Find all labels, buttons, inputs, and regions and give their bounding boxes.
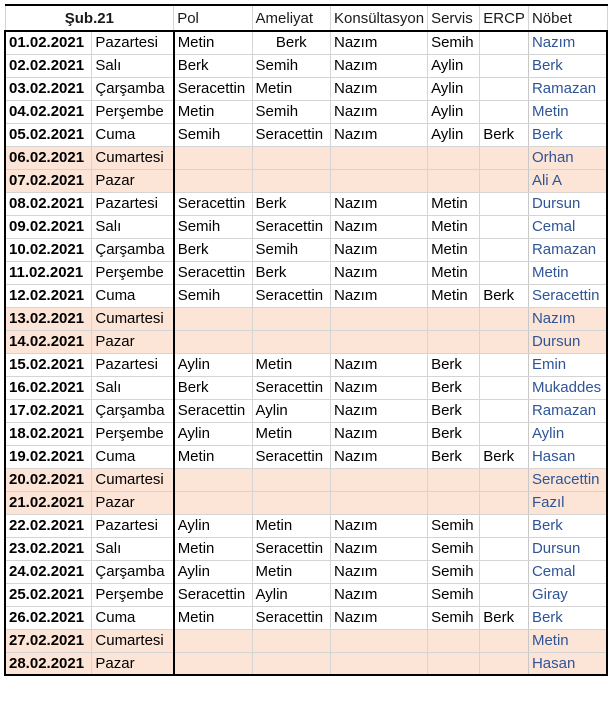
servis-cell[interactable]: Metin — [428, 261, 480, 284]
date-cell[interactable]: 18.02.2021 — [5, 422, 92, 445]
day-cell[interactable]: Pazartesi — [92, 353, 174, 376]
date-cell[interactable]: 19.02.2021 — [5, 445, 92, 468]
ercp-cell[interactable] — [480, 77, 529, 100]
day-cell[interactable]: Salı — [92, 537, 174, 560]
day-cell[interactable]: Salı — [92, 215, 174, 238]
servis-cell[interactable]: Aylin — [428, 100, 480, 123]
date-cell[interactable]: 26.02.2021 — [5, 606, 92, 629]
servis-cell[interactable] — [428, 491, 480, 514]
table-row — [5, 583, 607, 606]
date-cell[interactable]: 15.02.2021 — [5, 353, 92, 376]
date-cell[interactable]: 22.02.2021 — [5, 514, 92, 537]
nobet-cell[interactable]: Metin — [528, 100, 607, 123]
servis-cell[interactable]: Berk — [428, 399, 480, 422]
day-cell[interactable]: Pazar — [92, 169, 174, 192]
ercp-cell[interactable] — [480, 307, 529, 330]
pol-cell[interactable]: Seracettin — [174, 261, 252, 284]
day-cell[interactable]: Perşembe — [92, 100, 174, 123]
nobet-cell[interactable]: Hasan — [528, 652, 607, 675]
servis-cell[interactable]: Semih — [428, 514, 480, 537]
day-cell[interactable]: Cumartesi — [92, 468, 174, 491]
konsultasyon-cell[interactable]: Nazım — [331, 284, 428, 307]
ameliyat-cell[interactable]: Berk — [252, 261, 330, 284]
nobet-header[interactable]: Nöbet — [528, 5, 607, 31]
servis-cell[interactable] — [428, 169, 480, 192]
pol-cell[interactable]: Seracettin — [174, 192, 252, 215]
pol-cell[interactable]: Metin — [174, 445, 252, 468]
pol-cell[interactable]: Aylin — [174, 514, 252, 537]
servis-cell[interactable]: Aylin — [428, 77, 480, 100]
table-row — [5, 261, 607, 284]
table-row — [5, 284, 607, 307]
servis-cell[interactable]: Metin — [428, 192, 480, 215]
pol-cell[interactable]: Metin — [174, 100, 252, 123]
day-cell[interactable]: Çarşamba — [92, 77, 174, 100]
nobet-cell[interactable]: Metin — [528, 261, 607, 284]
ercp-cell[interactable] — [480, 330, 529, 353]
ercp-cell[interactable] — [480, 583, 529, 606]
nobet-cell[interactable]: Ramazan — [528, 399, 607, 422]
konsultasyon-cell[interactable]: Nazım — [331, 583, 428, 606]
table-row — [5, 77, 607, 100]
konsultasyon-cell[interactable]: Nazım — [331, 445, 428, 468]
date-cell[interactable]: 01.02.2021 — [5, 31, 92, 54]
ameliyat-cell[interactable]: Seracettin — [252, 123, 330, 146]
table-row — [5, 560, 607, 583]
table-row — [5, 629, 607, 652]
ameliyat-cell[interactable] — [252, 468, 330, 491]
pol-cell[interactable]: Semih — [174, 215, 252, 238]
day-cell[interactable]: Cumartesi — [92, 307, 174, 330]
table-row — [5, 445, 607, 468]
konsultasyon-cell[interactable]: Nazım — [331, 77, 428, 100]
konsultasyon-cell[interactable]: Nazım — [331, 215, 428, 238]
ercp-cell[interactable] — [480, 560, 529, 583]
ameliyat-cell[interactable] — [252, 330, 330, 353]
konsultasyon-cell[interactable]: Nazım — [331, 353, 428, 376]
ercp-cell[interactable]: Berk — [480, 445, 529, 468]
schedule-table — [4, 4, 608, 676]
konsultasyon-cell[interactable]: Nazım — [331, 192, 428, 215]
day-cell[interactable]: Salı — [92, 54, 174, 77]
ameliyat-cell[interactable]: Seracettin — [252, 537, 330, 560]
ameliyat-cell[interactable] — [252, 307, 330, 330]
servis-cell[interactable]: Metin — [428, 215, 480, 238]
servis-cell[interactable]: Semih — [428, 537, 480, 560]
konsultasyon-cell[interactable]: Nazım — [331, 100, 428, 123]
ercp-cell[interactable] — [480, 31, 529, 54]
ameliyat-cell[interactable]: Berk — [252, 31, 330, 54]
konsultasyon-cell[interactable] — [331, 468, 428, 491]
table-row — [5, 31, 607, 54]
ercp-cell[interactable] — [480, 537, 529, 560]
table-row — [5, 307, 607, 330]
pol-cell[interactable] — [174, 169, 252, 192]
nobet-cell[interactable]: Dursun — [528, 330, 607, 353]
servis-cell[interactable]: Aylin — [428, 54, 480, 77]
pol-cell[interactable]: Aylin — [174, 560, 252, 583]
konsultasyon-cell[interactable]: Nazım — [331, 261, 428, 284]
pol-cell[interactable]: Berk — [174, 238, 252, 261]
date-cell[interactable]: 25.02.2021 — [5, 583, 92, 606]
date-cell[interactable]: 21.02.2021 — [5, 491, 92, 514]
konsultasyon-cell[interactable]: Nazım — [331, 238, 428, 261]
ameliyat-cell[interactable]: Semih — [252, 238, 330, 261]
konsultasyon-cell[interactable] — [331, 146, 428, 169]
ercp-cell[interactable] — [480, 215, 529, 238]
date-cell[interactable]: 07.02.2021 — [5, 169, 92, 192]
table-row — [5, 123, 607, 146]
day-cell[interactable]: Pazartesi — [92, 31, 174, 54]
servis-cell[interactable]: Berk — [428, 353, 480, 376]
table-row — [5, 330, 607, 353]
servis-cell[interactable]: Berk — [428, 445, 480, 468]
ercp-cell[interactable]: Berk — [480, 606, 529, 629]
pol-cell[interactable] — [174, 307, 252, 330]
pol-cell[interactable]: Metin — [174, 537, 252, 560]
table-row — [5, 652, 607, 675]
ercp-cell[interactable] — [480, 238, 529, 261]
table-row — [5, 169, 607, 192]
nobet-cell[interactable]: Nazım — [528, 31, 607, 54]
nobet-cell[interactable]: Seracettin — [528, 468, 607, 491]
date-cell[interactable]: 10.02.2021 — [5, 238, 92, 261]
table-row — [5, 514, 607, 537]
ameliyat-cell[interactable]: Berk — [252, 192, 330, 215]
servis-cell[interactable]: Metin — [428, 238, 480, 261]
ercp-cell[interactable] — [480, 146, 529, 169]
ercp-cell[interactable] — [480, 629, 529, 652]
ercp-cell[interactable] — [480, 514, 529, 537]
table-row — [5, 100, 607, 123]
nobet-cell[interactable]: Orhan — [528, 146, 607, 169]
table-row — [5, 192, 607, 215]
servis-cell[interactable] — [428, 330, 480, 353]
konsultasyon-cell[interactable] — [331, 307, 428, 330]
konsultasyon-cell[interactable]: Nazım — [331, 54, 428, 77]
konsultasyon-cell[interactable]: Nazım — [331, 606, 428, 629]
date-cell[interactable]: 04.02.2021 — [5, 100, 92, 123]
ameliyat-cell[interactable]: Aylin — [252, 583, 330, 606]
servis-cell[interactable]: Semih — [428, 31, 480, 54]
nobet-cell[interactable]: Dursun — [528, 537, 607, 560]
table-row — [5, 399, 607, 422]
day-cell[interactable]: Pazartesi — [92, 514, 174, 537]
servis-cell[interactable]: Aylin — [428, 123, 480, 146]
nobet-cell[interactable]: Cemal — [528, 215, 607, 238]
day-cell[interactable]: Çarşamba — [92, 238, 174, 261]
nobet-cell[interactable]: Berk — [528, 514, 607, 537]
ameliyat-cell[interactable]: Seracettin — [252, 445, 330, 468]
servis-cell[interactable] — [428, 629, 480, 652]
nobet-cell[interactable]: Ramazan — [528, 77, 607, 100]
nobet-cell[interactable]: Hasan — [528, 445, 607, 468]
ercp-cell[interactable]: Berk — [480, 123, 529, 146]
ercp-cell[interactable] — [480, 376, 529, 399]
table-row — [5, 215, 607, 238]
ameliyat-cell[interactable]: Seracettin — [252, 215, 330, 238]
nobet-cell[interactable]: Nazım — [528, 307, 607, 330]
ameliyat-cell[interactable] — [252, 146, 330, 169]
nobet-cell[interactable]: Fazıl — [528, 491, 607, 514]
date-cell[interactable]: 08.02.2021 — [5, 192, 92, 215]
ercp-cell[interactable] — [480, 54, 529, 77]
konsultasyon-cell[interactable] — [331, 330, 428, 353]
header-row — [5, 5, 607, 31]
table-row — [5, 54, 607, 77]
table-row — [5, 376, 607, 399]
ameliyat-cell[interactable]: Metin — [252, 77, 330, 100]
ercp-cell[interactable] — [480, 353, 529, 376]
date-cell[interactable]: 16.02.2021 — [5, 376, 92, 399]
table-row — [5, 422, 607, 445]
ameliyat-cell[interactable]: Aylin — [252, 399, 330, 422]
day-cell[interactable]: Pazar — [92, 491, 174, 514]
servis-cell[interactable] — [428, 146, 480, 169]
month-header[interactable]: Şub.21 — [5, 5, 174, 31]
table-row — [5, 353, 607, 376]
konsultasyon-cell[interactable]: Nazım — [331, 514, 428, 537]
konsultasyon-cell[interactable]: Nazım — [331, 31, 428, 54]
table-row — [5, 146, 607, 169]
table-row — [5, 537, 607, 560]
nobet-cell[interactable]: Aylin — [528, 422, 607, 445]
date-cell[interactable]: 06.02.2021 — [5, 146, 92, 169]
konsultasyon-cell[interactable] — [331, 629, 428, 652]
date-cell[interactable]: 02.02.2021 — [5, 54, 92, 77]
pol-cell[interactable]: Aylin — [174, 353, 252, 376]
pol-cell[interactable]: Metin — [174, 31, 252, 54]
date-cell[interactable]: 17.02.2021 — [5, 399, 92, 422]
servis-cell[interactable]: Berk — [428, 376, 480, 399]
day-cell[interactable]: Salı — [92, 376, 174, 399]
day-cell[interactable]: Pazartesi — [92, 192, 174, 215]
pol-cell[interactable] — [174, 629, 252, 652]
pol-cell[interactable] — [174, 146, 252, 169]
ercp-header[interactable]: ERCP — [480, 5, 529, 31]
konsultasyon-cell[interactable]: Nazım — [331, 376, 428, 399]
pol-cell[interactable]: Berk — [174, 376, 252, 399]
date-cell[interactable]: 13.02.2021 — [5, 307, 92, 330]
pol-cell[interactable]: Seracettin — [174, 583, 252, 606]
pol-cell[interactable] — [174, 491, 252, 514]
table-row — [5, 468, 607, 491]
ercp-cell[interactable] — [480, 491, 529, 514]
ameliyat-cell[interactable]: Semih — [252, 100, 330, 123]
date-cell[interactable]: 24.02.2021 — [5, 560, 92, 583]
day-cell[interactable]: Perşembe — [92, 422, 174, 445]
day-cell[interactable]: Cuma — [92, 123, 174, 146]
ameliyat-cell[interactable] — [252, 652, 330, 675]
konsultasyon-cell[interactable]: Nazım — [331, 560, 428, 583]
nobet-cell[interactable]: Giray — [528, 583, 607, 606]
day-cell[interactable]: Perşembe — [92, 583, 174, 606]
date-cell[interactable]: 27.02.2021 — [5, 629, 92, 652]
konsultasyon-cell[interactable]: Nazım — [331, 537, 428, 560]
pol-cell[interactable] — [174, 330, 252, 353]
pol-cell[interactable]: Berk — [174, 54, 252, 77]
pol-cell[interactable]: Metin — [174, 606, 252, 629]
pol-cell[interactable]: Seracettin — [174, 77, 252, 100]
ameliyat-cell[interactable]: Metin — [252, 422, 330, 445]
konsultasyon-cell[interactable]: Nazım — [331, 399, 428, 422]
nobet-cell[interactable]: Berk — [528, 606, 607, 629]
konsultasyon-cell[interactable] — [331, 491, 428, 514]
day-cell[interactable]: Cuma — [92, 606, 174, 629]
day-cell[interactable]: Çarşamba — [92, 399, 174, 422]
day-cell[interactable]: Cuma — [92, 445, 174, 468]
ercp-cell[interactable] — [480, 261, 529, 284]
nobet-cell[interactable]: Emin — [528, 353, 607, 376]
pol-cell[interactable]: Seracettin — [174, 399, 252, 422]
day-cell[interactable]: Perşembe — [92, 261, 174, 284]
nobet-cell[interactable]: Ali A — [528, 169, 607, 192]
date-cell[interactable]: 12.02.2021 — [5, 284, 92, 307]
servis-cell[interactable]: Metin — [428, 284, 480, 307]
ercp-cell[interactable] — [480, 422, 529, 445]
ercp-cell[interactable]: Berk — [480, 284, 529, 307]
nobet-cell[interactable]: Dursun — [528, 192, 607, 215]
pol-cell[interactable]: Semih — [174, 123, 252, 146]
date-cell[interactable]: 03.02.2021 — [5, 77, 92, 100]
ercp-cell[interactable] — [480, 192, 529, 215]
day-cell[interactable]: Pazar — [92, 330, 174, 353]
date-cell[interactable]: 20.02.2021 — [5, 468, 92, 491]
servis-cell[interactable]: Berk — [428, 422, 480, 445]
konsultasyon-cell[interactable]: Nazım — [331, 123, 428, 146]
ameliyat-cell[interactable]: Seracettin — [252, 606, 330, 629]
ercp-cell[interactable] — [480, 399, 529, 422]
ameliyat-cell[interactable]: Seracettin — [252, 284, 330, 307]
date-cell[interactable]: 23.02.2021 — [5, 537, 92, 560]
pol-cell[interactable] — [174, 652, 252, 675]
day-cell[interactable]: Çarşamba — [92, 560, 174, 583]
ameliyat-cell[interactable]: Metin — [252, 514, 330, 537]
pol-cell[interactable]: Semih — [174, 284, 252, 307]
nobet-cell[interactable]: Mukaddes — [528, 376, 607, 399]
date-cell[interactable]: 11.02.2021 — [5, 261, 92, 284]
pol-cell[interactable] — [174, 468, 252, 491]
nobet-cell[interactable]: Berk — [528, 54, 607, 77]
ameliyat-cell[interactable]: Metin — [252, 560, 330, 583]
konsultasyon-cell[interactable] — [331, 652, 428, 675]
konsultasyon-header[interactable]: Konsültasyon — [331, 5, 428, 31]
table-row — [5, 606, 607, 629]
servis-cell[interactable] — [428, 307, 480, 330]
servis-header[interactable]: Servis — [428, 5, 480, 31]
konsultasyon-cell[interactable] — [331, 169, 428, 192]
ercp-cell[interactable] — [480, 100, 529, 123]
ercp-cell[interactable] — [480, 468, 529, 491]
day-cell[interactable]: Cuma — [92, 284, 174, 307]
pol-cell[interactable]: Aylin — [174, 422, 252, 445]
konsultasyon-cell[interactable]: Nazım — [331, 422, 428, 445]
nobet-cell[interactable]: Berk — [528, 123, 607, 146]
nobet-cell[interactable]: Metin — [528, 629, 607, 652]
date-cell[interactable]: 09.02.2021 — [5, 215, 92, 238]
nobet-cell[interactable]: Cemal — [528, 560, 607, 583]
pol-header[interactable]: Pol — [174, 5, 252, 31]
servis-cell[interactable] — [428, 468, 480, 491]
ameliyat-cell[interactable] — [252, 491, 330, 514]
servis-cell[interactable]: Semih — [428, 606, 480, 629]
date-cell[interactable]: 05.02.2021 — [5, 123, 92, 146]
ameliyat-cell[interactable] — [252, 169, 330, 192]
day-cell[interactable]: Pazar — [92, 652, 174, 675]
table-row — [5, 491, 607, 514]
servis-cell[interactable] — [428, 652, 480, 675]
ameliyat-header[interactable]: Ameliyat — [252, 5, 330, 31]
servis-cell[interactable]: Semih — [428, 583, 480, 606]
ercp-cell[interactable] — [480, 169, 529, 192]
day-cell[interactable]: Cumartesi — [92, 146, 174, 169]
ameliyat-cell[interactable]: Metin — [252, 353, 330, 376]
ercp-cell[interactable] — [480, 652, 529, 675]
ameliyat-cell[interactable]: Seracettin — [252, 376, 330, 399]
ameliyat-cell[interactable]: Semih — [252, 54, 330, 77]
servis-cell[interactable]: Semih — [428, 560, 480, 583]
day-cell[interactable]: Cumartesi — [92, 629, 174, 652]
nobet-cell[interactable]: Ramazan — [528, 238, 607, 261]
table-row — [5, 238, 607, 261]
ameliyat-cell[interactable] — [252, 629, 330, 652]
date-cell[interactable]: 28.02.2021 — [5, 652, 92, 675]
nobet-cell[interactable]: Seracettin — [528, 284, 607, 307]
date-cell[interactable]: 14.02.2021 — [5, 330, 92, 353]
